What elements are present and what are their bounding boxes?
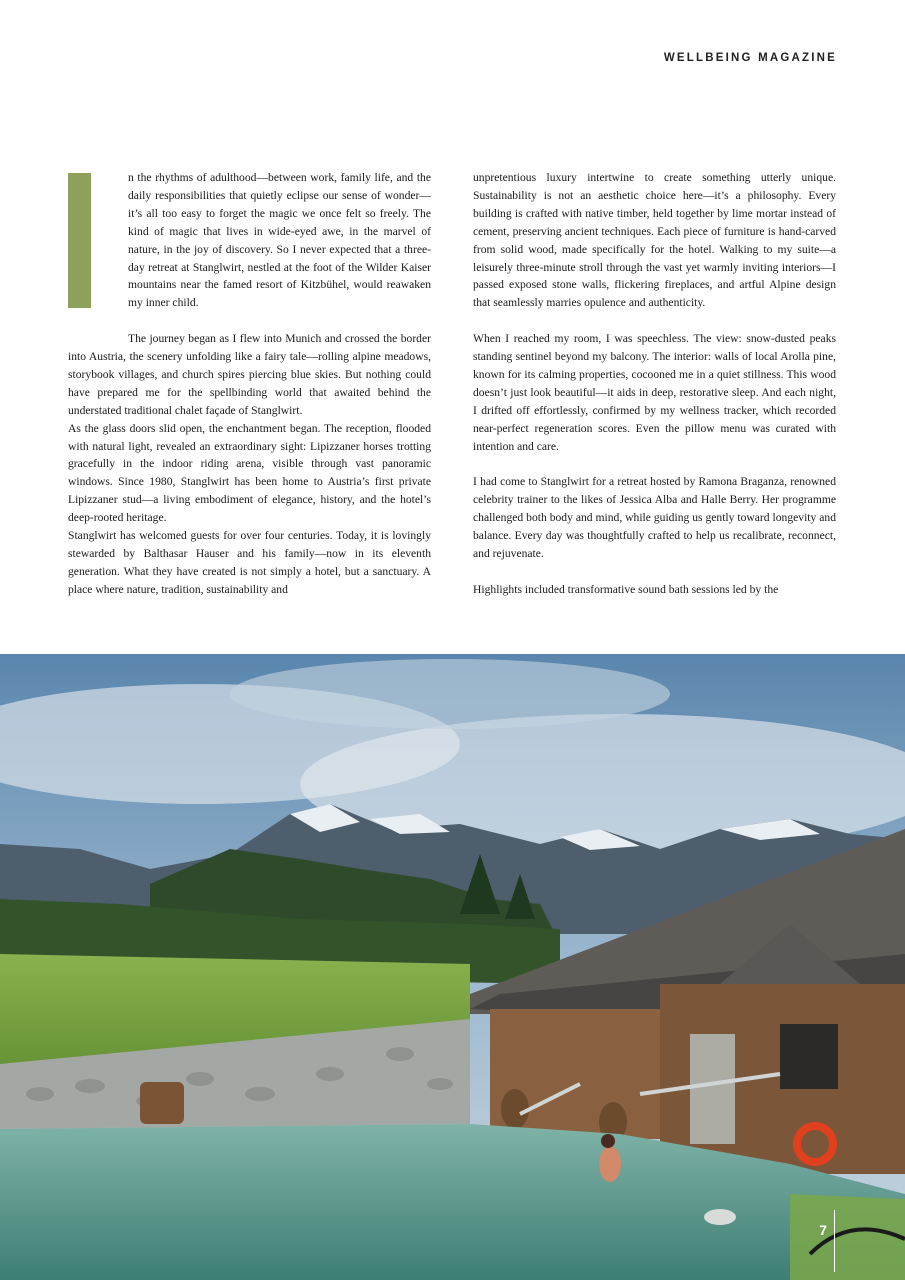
hero-photo-spa-pool [0,654,905,1280]
page-number: 7 [819,1222,827,1238]
paragraph-room: When I reached my room, I was speechless. The view: snow-dusted peaks standing sentinel beyond my balcony. The interior: walls of local Arolla pine, known for its calming properties, cocooned me in a quiet stillness. This wood doesn’t just look beautiful—it aids in deep, restorative sleep. And each night, I drifted off effortlessly, confirmed by my wellness tracker, which recorded near-perfect regeneration scores. Even the pillow menu was curated with intention and care. [473,332,836,453]
paragraph-reception: As the glass doors slid open, the enchantment began. The reception, flooded with natural light, revealed an extraordinary sight: Lipizzaner horses trotting gracefully in the indoor riding arena, visible through vast panoramic windows. Since 1980, Stanglwirt has been home to Austria’s first private Lipizzaner stud—a living embodiment of elegance, history, and the hotel’s deep-rooted heritage. [68,421,431,525]
paragraph-retreat: I had come to Stanglwirt for a retreat hosted by Ramona Braganza, renowned celebrity trainer to the likes of Jessica Alba and Halle Berry. Her programme challenged both body and mind, while guiding us gently toward longevity and balance. Every day was thoughtfully crafted to help us recalibrate, reconnect, and rejuvenate. [473,475,836,560]
paragraph-sustainability: unpretentious luxury intertwine to create something utterly unique. Sustainability is not an aesthetic choice here—it’s a philosophy. Every building is crafted with native timber, held together by lime mortar instead of cement, preserving ancient techniques. Each piece of furniture is hand-carved from solid wood, made specifically for the hotel. Walking to my suite—a leisurely three-minute stroll through the vast yet warmly inviting interiors—I passed exposed stone walls, flickering fireplaces, and artful Alpine design that seamlessly marries opulence and authenticity. [473,171,836,310]
page-number-rule [834,1210,835,1272]
paragraph-journey: The journey began as I flew into Munich and crossed the border into Austria, the scenery unfolding like a fairy tale—rolling alpine meadows, storybook villages, and church spires piercing blue skies. But nothing could have prepared me for the spellbinding world that awaited behind the understated traditional chalet façade of Stanglwirt. [68,332,431,417]
left-column [68,169,431,599]
drop-cap-bar [68,173,91,308]
intro-paragraph: n the rhythms of adulthood—between work, family life, and the daily responsibilities that quietly eclipse our sense of wonder—it’s all too easy to forget the magic we once felt so freely. The kind of magic that lives in wide-eyed awe, in the marvel of nature, in the joy of discovery. So I never expected that a three-day retreat at Stanglwirt, nestled at the foot of the Wilder Kaiser mountains near the famed resort of Kitzbühel, would reawaken my inner child. [128,171,431,310]
right-column [473,169,836,599]
magazine-title: WELLBEING MAGAZINE [663,52,837,64]
intro-block [68,169,431,312]
paragraph-history: Stanglwirt has welcomed guests for over four centuries. Today, it is lovingly stewarded by Balthasar Hauser and his family—now in its eleventh generation. What they have created is not simply a hotel, but a sanctuary. A place where nature, tradition, sustainability and [68,529,431,596]
paragraph-highlights: Highlights included transformative sound bath sessions led by the [473,582,779,596]
